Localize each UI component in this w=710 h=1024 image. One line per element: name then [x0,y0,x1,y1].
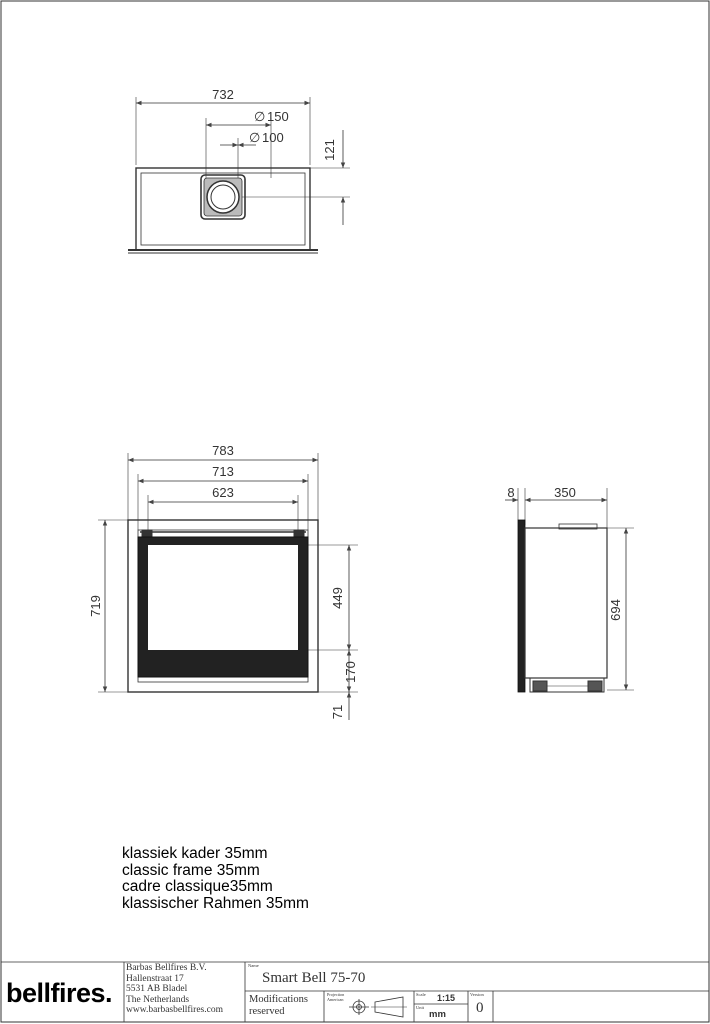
dim-flue-inner-symbol: ∅ [249,130,261,145]
dim-front-overall-width: 783 [212,443,234,458]
dim-front-inner-width: 713 [212,464,234,479]
dim-flue-outer: 150 [267,109,289,124]
top-view [128,97,350,253]
dim-side-frame-depth: 8 [507,485,515,500]
address-line: 5531 AB Bladel [126,984,188,995]
scale-label: Scale [416,992,426,997]
side-view [505,488,634,692]
note-line: klassischer Rahmen 35mm [122,894,309,912]
version-value: 0 [476,1000,484,1016]
sheet-border [1,1,709,1022]
unit-value: mm [429,1009,446,1020]
note-line: cadre classique35mm [122,878,273,895]
name-label: Name [248,963,259,968]
dim-front-glass-height: 449 [330,587,345,609]
company-address [126,963,223,1016]
note-line: klassiek kader 35mm [122,845,268,862]
scale-value: 1:15 [437,993,456,1003]
address-line: www.barbasbellfires.com [126,1005,223,1016]
note-line: classic frame 35mm [122,861,260,879]
address-line: The Netherlands [126,994,190,1005]
dim-top-width: 732 [212,87,234,102]
dim-flue-outer-symbol: ∅ [254,109,266,124]
version-label: Version [470,992,484,997]
projection-symbol-icon [349,997,407,1017]
address-line: Hallenstraat 17 [126,973,184,984]
projection-label: Projection American [327,992,345,1002]
dim-top-depth-offset: 121 [322,139,337,161]
dim-side-body-depth: 350 [554,485,576,500]
address-line: Barbas Bellfires B.V. [126,963,207,973]
bellfires-logo: bellfires. [6,978,113,1008]
dim-front-bottom-offset: 71 [330,704,345,720]
dim-front-glass-width: 623 [212,485,234,500]
product-name: Smart Bell 75-70 [262,970,366,986]
dim-side-height: 694 [608,599,623,621]
dim-front-overall-height: 719 [88,595,103,617]
frame-notes [122,846,309,912]
unit-label: Unit [416,1005,425,1010]
dim-front-base-height: 170 [343,661,358,683]
dim-flue-inner: 100 [262,130,284,145]
modifications-note: Modifications reserved [249,994,308,1017]
